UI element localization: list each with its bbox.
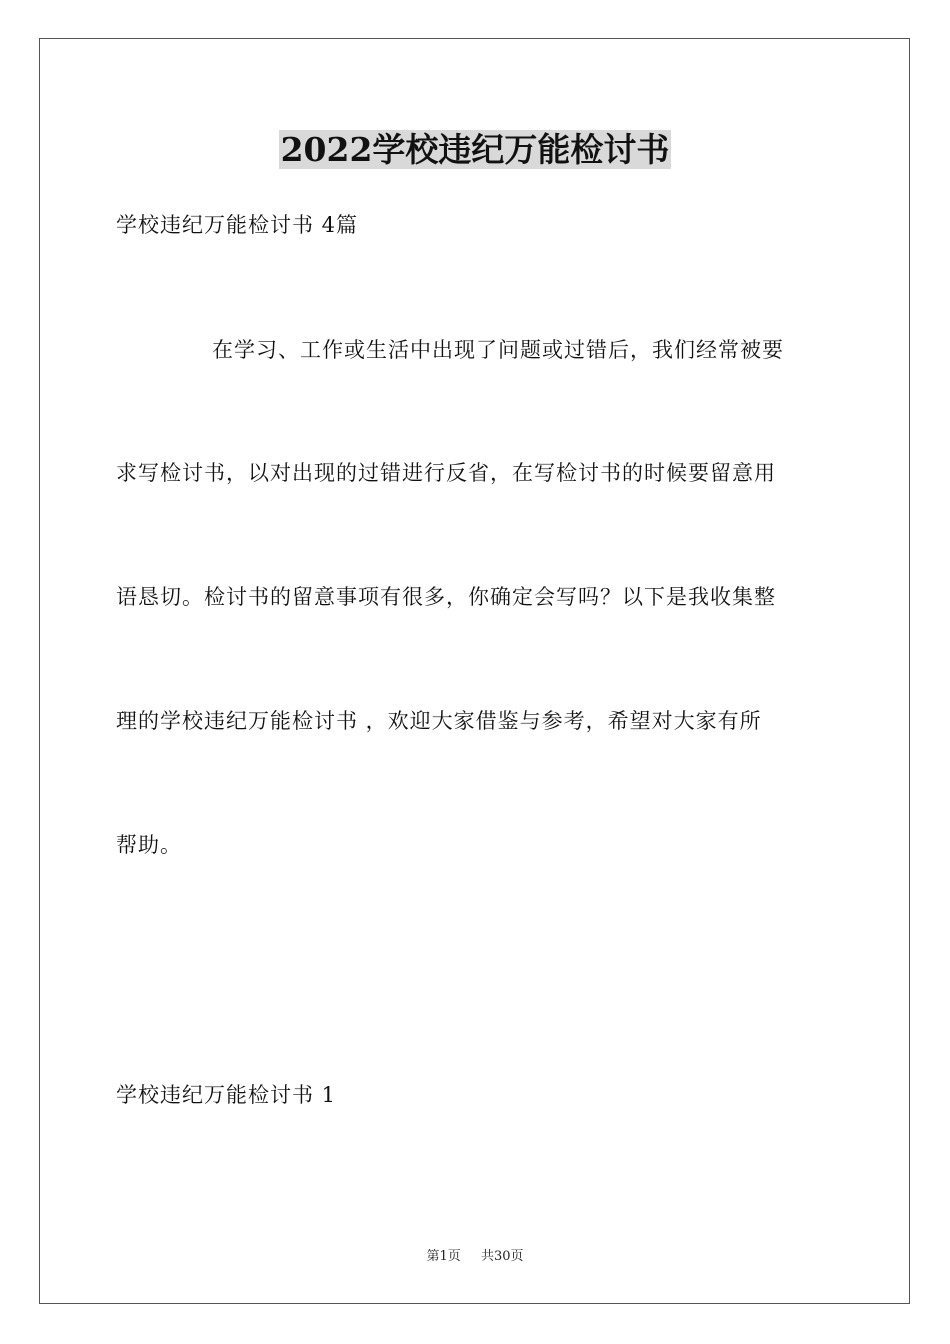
intro-line-5: 帮助。	[116, 833, 182, 857]
document-title-text: 2022学校违纪万能检讨书	[280, 130, 670, 169]
intro-line-2: 求写检讨书，以对出现的过错进行反省，在写检讨书的时候要留意用	[116, 461, 776, 485]
page-footer	[0, 1248, 950, 1266]
intro-line-3: 语恳切。检讨书的留意事项有很多，你确定会写吗？以下是我收集整	[116, 585, 776, 609]
document-title	[0, 128, 950, 172]
document-subtitle: 学校违纪万能检讨书 4篇	[116, 213, 359, 237]
section-heading: 学校违纪万能检讨书 1	[116, 1083, 337, 1107]
page-number: 第1页	[426, 1249, 461, 1264]
page-total: 共30页	[480, 1249, 524, 1264]
intro-line-1: 在学习、工作或生活中出现了问题或过错后，我们经常被要	[212, 338, 784, 362]
intro-line-4: 理的学校违纪万能检讨书 ，欢迎大家借鉴与参考，希望对大家有所	[116, 709, 762, 733]
